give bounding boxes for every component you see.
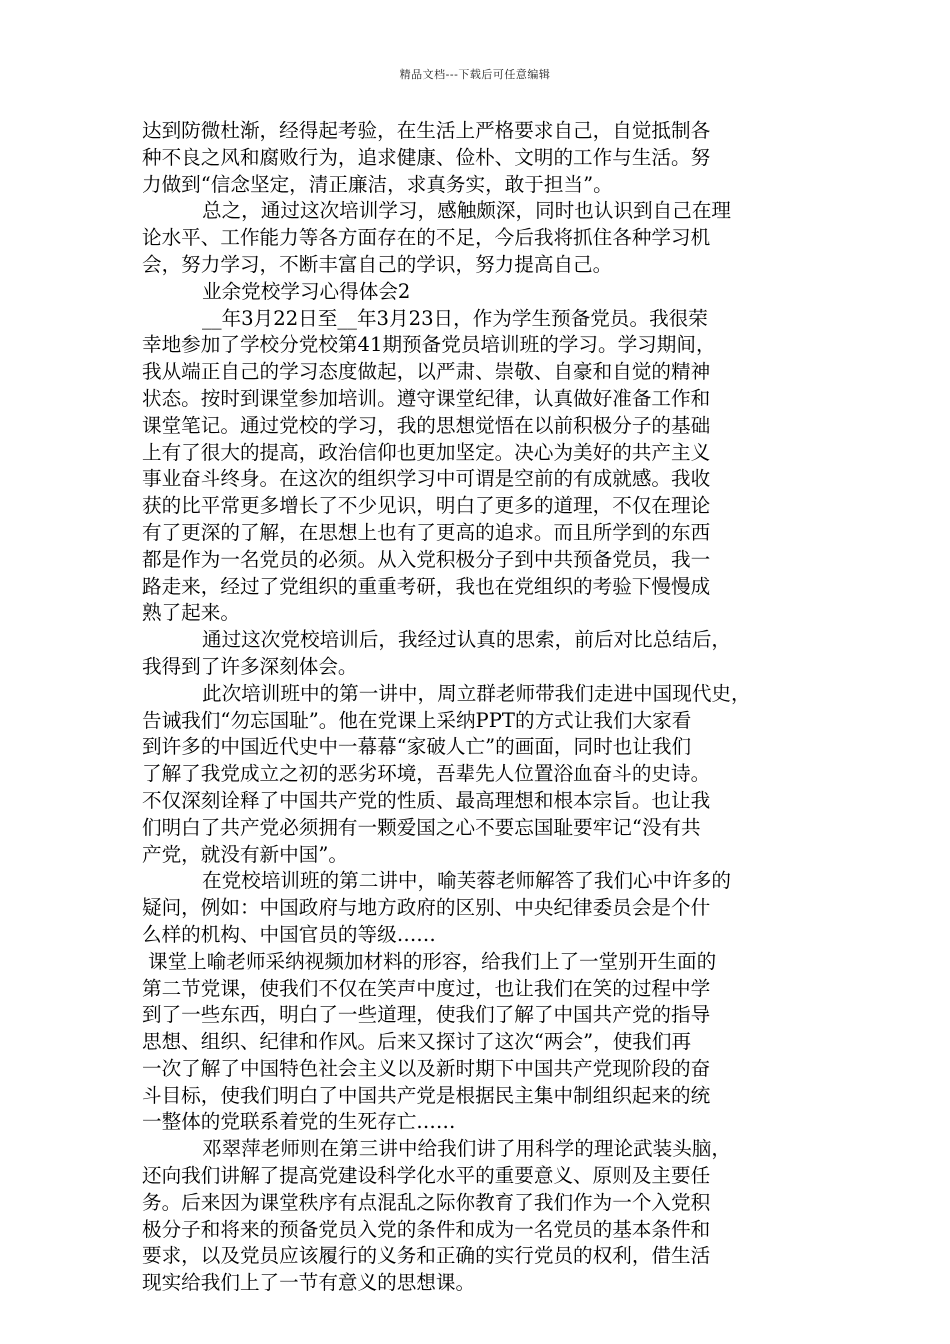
text-line: 我从端正自己的学习态度做起，以严肃、崇敬、自豪和自觉的精神 — [142, 360, 711, 384]
text-line: 产党，就没有新中国”。 — [142, 842, 348, 866]
text-line: 种不良之风和腐败行为，追求健康、俭朴、文明的工作与生活。努 — [142, 145, 711, 169]
text-line: 路走来，经过了党组织的重重考研，我也在党组织的考验下慢慢成 — [142, 574, 711, 598]
page-header: 精品文档---下载后可任意编辑 — [399, 68, 551, 81]
section-heading: 业余党校学习心得体会2 — [202, 279, 411, 303]
text-line: 一次了解了中国特色社会主义以及新时期下中国共产党现阶段的奋 — [142, 1056, 711, 1080]
text-line: 第二节党课，使我们不仅在笑声中度过，也让我们在笑的过程中学 — [142, 976, 711, 1000]
text-line: 事业奋斗终身。在这次的组织学习中可谓是空前的有成就感。我收 — [142, 467, 711, 491]
text-line: 通过这次党校培训后，我经过认真的思索，前后对比总结后， — [202, 628, 732, 652]
text-line: 思想、组织、纪律和作风。后来又探讨了这次“两会”，使我们再 — [142, 1030, 692, 1054]
text-line: 告诫我们“勿忘国耻”。他在党课上采纳PPT的方式让我们大家看 — [142, 708, 692, 732]
text-line: 疑问，例如：中国政府与地方政府的区别、中央纪律委员会是个什 — [142, 896, 711, 920]
text-line: 达到防微杜渐，经得起考验，在生活上严格要求自己，自觉抵制各 — [142, 119, 711, 142]
text-line: 们明白了共产党必须拥有一颗爱国之心不要忘国耻要牢记“没有共 — [142, 815, 701, 839]
text-line: 一整体的党联系着党的生死存亡…… — [142, 1110, 456, 1134]
text-line: 邓翠萍老师则在第三讲中给我们讲了用科学的理论武装头脑， — [202, 1137, 732, 1161]
text-line: 上有了很大的提高，政治信仰也更加坚定。决心为美好的共产主义 — [142, 440, 711, 464]
text-line: 么样的机构、中国官员的等级…… — [142, 922, 436, 946]
document-body — [142, 118, 817, 1297]
text-line: 斗目标，使我们明白了中国共产党是根据民主集中制组织起来的统 — [142, 1083, 711, 1107]
text-line: 要求，以及党员应该履行的义务和正确的实行党员的权利，借生活 — [142, 1244, 711, 1268]
text-line: 到了一些东西，明白了一些道理，使我们了解了中国共产党的指导 — [142, 1003, 711, 1027]
text-line: 课堂上喻老师采纳视频加材料的形容，给我们上了一堂别开生面的 — [148, 949, 717, 973]
text-line: 状态。按时到课堂参加培训。遵守课堂纪律，认真做好准备工作和 — [142, 386, 711, 410]
text-line: 还向我们讲解了提高党建设科学化水平的重要意义、原则及主要任 — [142, 1164, 711, 1188]
text-line: 极分子和将来的预备党员入党的条件和成为一名党员的基本条件和 — [142, 1217, 711, 1241]
text-line: 到许多的中国近代史中一幕幕“家破人亡”的画面，同时也让我们 — [142, 735, 692, 759]
text-line: 力做到“信念坚定，清正廉洁，求真务实，敢于担当”。 — [142, 172, 613, 196]
text-line: 务。后来因为课堂秩序有点混乱之际你教育了我们作为一个入党积 — [142, 1190, 711, 1214]
text-line: 此次培训班中的第一讲中，周立群老师带我们走进中国现代史， — [202, 681, 751, 705]
text-line: 我得到了许多深刻体会。 — [142, 654, 358, 678]
text-line: 会，努力学习，不断丰富自己的学识，努力提高自己。 — [142, 252, 613, 276]
text-line: 课堂笔记。通过党校的学习，我的思想觉悟在以前积极分子的基础 — [142, 413, 711, 437]
text-line: 熟了起来。 — [142, 601, 240, 625]
text-line: 获的比平常更多增长了不少见识，明白了更多的道理，不仅在理论 — [142, 494, 711, 518]
text-line: 总之，通过这次培训学习，感触颇深，同时也认识到自己在理 — [202, 199, 732, 223]
text-line: 不仅深刻诠释了中国共产党的性质、最高理想和根本宗旨。也让我 — [142, 788, 711, 812]
text-line: 有了更深的了解，在思想上也有了更高的追求。而且所学到的东西 — [142, 520, 711, 544]
text-line: 在党校培训班的第二讲中，喻芙蓉老师解答了我们心中许多的 — [202, 869, 732, 893]
text-line: 幸地参加了学校分党校第41期预备党员培训班的学习。学习期间， — [142, 333, 716, 357]
text-line: 论水平、工作能力等各方面存在的不足，今后我将抓住各种学习机 — [142, 226, 711, 250]
text-line: 都是作为一名党员的必须。从入党积极分子到中共预备党员，我一 — [142, 547, 711, 571]
text-line: 现实给我们上了一节有意义的思想课。 — [142, 1271, 476, 1295]
text-line: 了解了我党成立之初的恶劣环境，吾辈先人位置浴血奋斗的史诗。 — [142, 762, 711, 786]
text-line: __年3月22日至__年3月23日，作为学生预备党员。我很荣 — [202, 306, 708, 330]
